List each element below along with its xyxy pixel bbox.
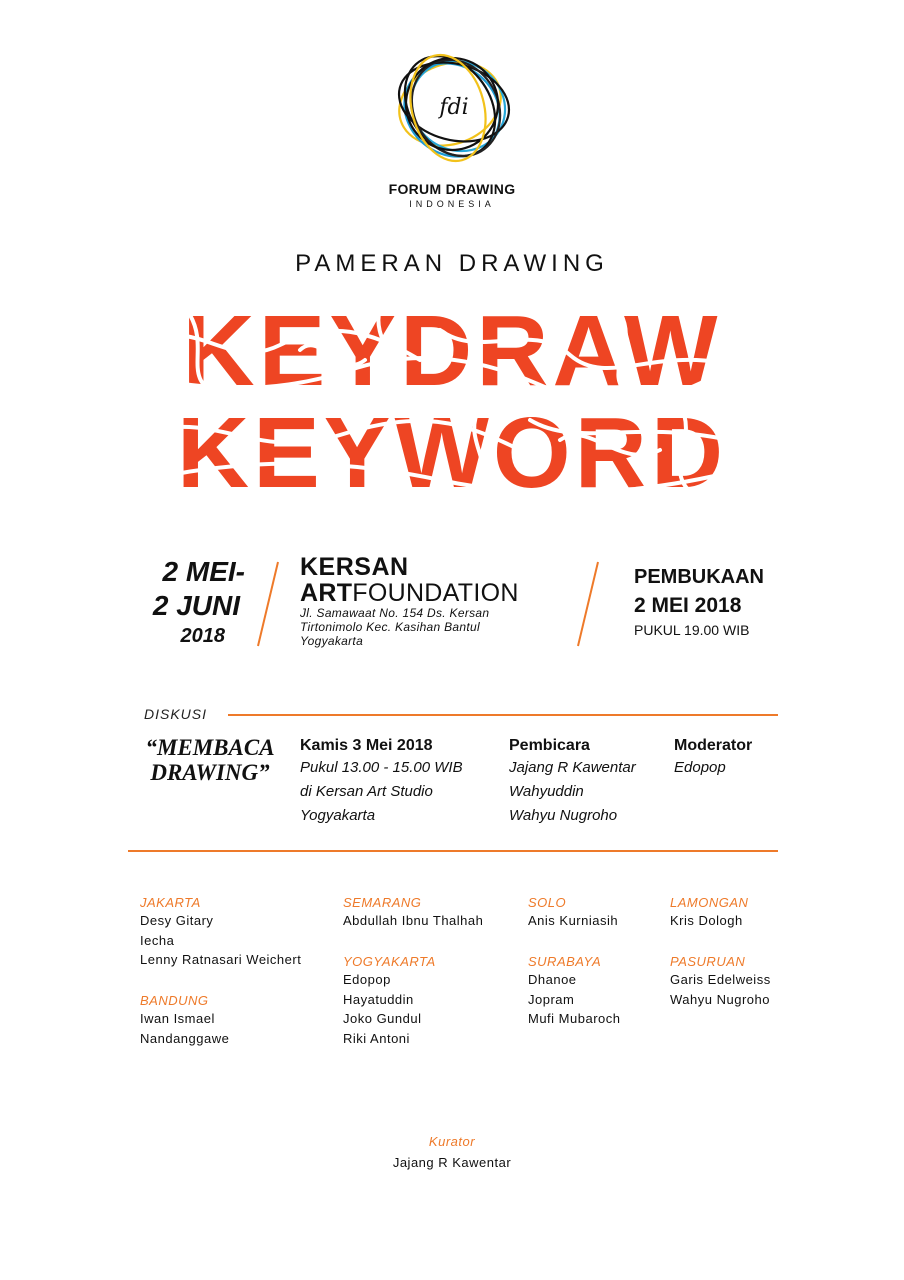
discussion-moderator — [674, 736, 752, 780]
date-start: 2 MEI- — [162, 556, 245, 587]
divider-line — [228, 714, 778, 716]
address-line: Yogyakarta — [300, 634, 364, 648]
artist-name: Riki Antoni — [343, 1030, 410, 1046]
event-type: PAMERAN DRAWING — [295, 250, 609, 277]
artist-group-jakarta — [140, 895, 301, 970]
artist-name: Lenny Ratnasari Weichert — [140, 952, 302, 967]
opening-title: PEMBUKAAN — [634, 566, 764, 588]
discussion-speakers — [509, 736, 636, 828]
address-line: Jl. Samawaat No. 154 Ds. Kersan — [300, 606, 490, 620]
artist-group-bandung — [140, 993, 229, 1048]
moderator-title: Moderator — [674, 737, 753, 754]
artist-group-yogyakarta — [343, 954, 436, 1048]
discussion-title-line-1: “MEMBACA — [145, 735, 275, 760]
schedule-line: Pukul 13.00 - 15.00 WIB — [300, 759, 463, 776]
opening-date: 2 MEI 2018 — [634, 594, 742, 617]
artist-name: Iecha — [140, 932, 175, 948]
venue-name-art: ART — [300, 579, 353, 607]
divider-slash-left — [254, 560, 282, 648]
artist-name: Wahyu Nugroho — [670, 991, 770, 1007]
city-label: LAMONGAN — [670, 895, 749, 910]
city-label: SURABAYA — [528, 954, 602, 969]
artist-name: Edopop — [343, 972, 391, 987]
artist-group-surabaya — [528, 954, 620, 1029]
discussion-schedule — [300, 736, 463, 828]
venue-address — [300, 606, 550, 648]
city-label: YOGYAKARTA — [343, 954, 436, 969]
artist-name: Hayatuddin — [343, 991, 414, 1007]
schedule-line: di Kersan Art Studio — [300, 783, 433, 800]
artist-group-semarang — [343, 895, 483, 931]
headline-line-2: KEYWORD — [176, 397, 728, 509]
date-end: 2 JUNI — [152, 590, 240, 621]
curator-label: Kurator — [428, 1134, 476, 1149]
city-label: JAKARTA — [140, 895, 201, 910]
artist-name: Desy Gitary — [140, 913, 214, 928]
org-subtitle: INDONESIA — [409, 199, 495, 209]
moderator-name: Edopop — [674, 759, 726, 776]
artist-name: Jopram — [528, 991, 575, 1007]
speaker-name: Jajang R Kawentar — [509, 759, 636, 776]
artist-group-solo — [528, 895, 618, 931]
discussion-title — [130, 735, 290, 785]
artist-group-lamongan — [670, 895, 748, 931]
crack-texture — [140, 300, 764, 500]
org-name: FORUM DRAWING — [388, 181, 516, 197]
artist-group-pasuruan — [670, 954, 771, 1009]
discussion-title-line-2: DRAWING” — [150, 760, 270, 785]
artist-name: Nandanggawe — [140, 1030, 230, 1046]
city-label: SOLO — [528, 895, 567, 910]
logo-monogram: fdi — [439, 95, 469, 120]
opening-time: PUKUL 19.00 WIB — [634, 622, 750, 638]
artist-name: Mufi Mubaroch — [528, 1011, 621, 1026]
speakers-title: Pembicara — [509, 737, 590, 754]
venue-name-foundation: FOUNDATION — [352, 579, 519, 607]
headline-line-1: KEYDRAW — [182, 295, 722, 407]
date-year: 2018 — [180, 625, 225, 647]
artist-name: Anis Kurniasih — [528, 913, 619, 928]
curator-name: Jajang R Kawentar — [392, 1155, 512, 1170]
venue-name-line-2 — [300, 579, 519, 607]
city-label: SEMARANG — [343, 895, 422, 910]
speaker-name: Wahyuddin — [509, 783, 584, 800]
discussion-label: DISKUSI — [144, 706, 208, 722]
artist-name: Iwan Ismael — [140, 1011, 215, 1026]
schedule-date: Kamis 3 Mei 2018 — [300, 737, 433, 754]
address-line: Tirtonimolo Kec. Kasihan Bantul — [300, 620, 480, 634]
divider-line — [128, 850, 778, 852]
schedule-line: Yogyakarta — [300, 807, 376, 824]
venue-name-line-1: KERSAN — [300, 553, 409, 581]
artist-name: Abdullah Ibnu Thalhah — [343, 913, 484, 928]
artist-name: Kris Dologh — [670, 913, 743, 928]
divider-slash-right — [574, 560, 602, 648]
speaker-name: Wahyu Nugroho — [509, 807, 618, 824]
city-label: PASURUAN — [670, 954, 746, 969]
artist-name: Dhanoe — [528, 972, 577, 987]
city-label: BANDUNG — [140, 993, 209, 1008]
artist-name: Joko Gundul — [343, 1011, 422, 1026]
fdi-logo — [388, 40, 520, 172]
artist-name: Garis Edelweiss — [670, 972, 771, 987]
